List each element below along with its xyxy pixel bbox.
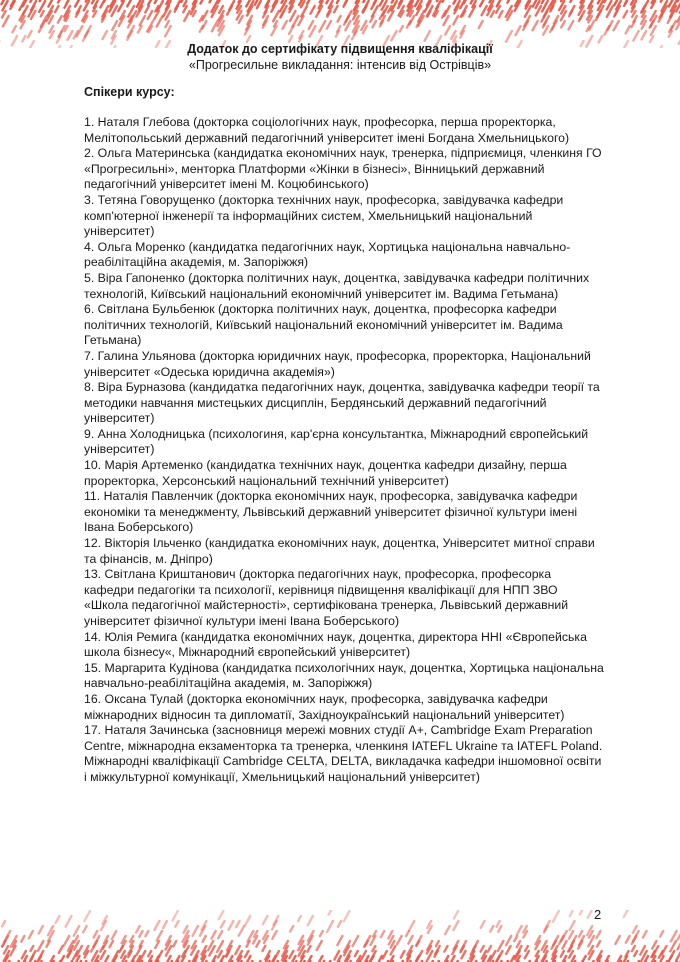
decor-dash xyxy=(445,26,450,35)
decor-dash xyxy=(338,921,341,927)
decor-dash xyxy=(289,951,293,958)
decor-dash xyxy=(83,926,87,932)
decor-dash xyxy=(370,16,373,22)
decor-dash xyxy=(650,21,654,28)
decor-dash xyxy=(579,16,582,21)
decor-dash xyxy=(292,956,295,962)
decor-dash xyxy=(94,931,98,938)
speaker-item: 4. Ольга Моренко (кандидатка педагогічних наук, Хортицька національна навчально-реабілітаційна академія, м. Запоріжжя) xyxy=(84,239,571,270)
decor-dash xyxy=(337,0,341,3)
decor-dash xyxy=(139,931,142,937)
decor-dash xyxy=(633,926,637,933)
decor-dash xyxy=(661,0,664,2)
decor-dash xyxy=(148,0,153,5)
document-title: Додаток до сертифікату підвищення кваліфікації xyxy=(187,42,493,56)
decor-dash xyxy=(91,941,97,952)
decor-dash xyxy=(517,941,520,947)
decor-dash xyxy=(569,21,574,29)
decor-dash xyxy=(445,926,449,934)
decor-dash xyxy=(614,21,619,30)
decor-dash xyxy=(58,0,62,3)
decor-dash xyxy=(30,0,33,2)
decor-dash xyxy=(327,921,333,932)
decor-dash xyxy=(381,931,384,937)
decor-dash xyxy=(64,1,68,8)
decor-dash xyxy=(570,911,573,916)
decor-dash xyxy=(148,11,152,19)
decor-dash xyxy=(327,21,331,29)
speaker-item: 17. Наталя Зачинська (засновниця мережі мовних студії А+, Cambridge Exam Preparation Centre, міжнародна екзаменторка та тренерка, членкиня IATEFL Ukraine та IATEFL Poland. Міжнародні кваліфікації Cambridge CELTA, DELTA, викладачка кафедри іншомовної освіти і міжкультурної комунікації, Хмельницький національний університет) xyxy=(84,723,603,784)
decor-dash xyxy=(561,951,564,957)
decor-dash xyxy=(181,0,184,2)
decor-dash xyxy=(263,21,267,28)
decor-dash xyxy=(175,921,178,927)
decor-dash xyxy=(372,21,376,27)
decor-dash xyxy=(624,1,627,6)
decor-dash xyxy=(453,16,458,24)
decor-dash xyxy=(481,946,484,952)
decor-dash xyxy=(110,941,113,947)
decor-dash xyxy=(145,931,148,936)
decor-dash xyxy=(235,946,239,954)
speaker-item: 16. Оксана Тулай (докторка економічних наук, професорка, завідувачка кафедри міжнародних відносин та дипломатії, Західноукраїнський національний університет) xyxy=(84,691,565,722)
decor-dash xyxy=(435,951,438,957)
decor-dash xyxy=(68,31,73,40)
decor-dash xyxy=(570,921,575,930)
decor-dash xyxy=(553,911,559,922)
decor-dash xyxy=(604,0,607,2)
decor-dash xyxy=(453,921,458,930)
decor-dash xyxy=(632,946,635,951)
decor-dash xyxy=(371,956,374,961)
decor-dash xyxy=(334,6,337,12)
decor-dash xyxy=(391,31,396,40)
decor-dash xyxy=(148,951,151,956)
decor-dash xyxy=(29,931,33,938)
decor-dash xyxy=(140,16,145,25)
decor-dash xyxy=(397,936,402,944)
decor-dash xyxy=(316,11,319,17)
speaker-item: 1. Наталя Глебова (докторка соціологічних наук, професорка, перша проректорка, Мелітопольський державний педагогічний університет імені Богдана Хмельницького) xyxy=(84,115,570,145)
decor-dash xyxy=(40,0,43,1)
decor-dash xyxy=(454,0,458,4)
decor-dash xyxy=(462,951,466,958)
decor-dash xyxy=(317,941,322,950)
decor-dash xyxy=(212,931,216,939)
decor-dash xyxy=(497,921,500,927)
speakers-list xyxy=(84,115,604,786)
decor-dash xyxy=(203,936,206,942)
decor-dash xyxy=(46,941,49,947)
decor-dash xyxy=(516,26,521,35)
decor-dash xyxy=(416,941,419,946)
decor-dash xyxy=(154,921,159,930)
decor-dash xyxy=(56,916,60,923)
decor-dash xyxy=(660,956,663,962)
decor-dash xyxy=(307,0,311,4)
decor-dash xyxy=(273,11,279,21)
decor-dash xyxy=(2,11,6,18)
decor-dash xyxy=(173,941,176,947)
decor-dash xyxy=(561,21,565,27)
decor-dash xyxy=(308,916,313,925)
decor-dash xyxy=(173,911,178,921)
decor-dash xyxy=(218,931,222,938)
decor-dash xyxy=(145,6,149,13)
decor-dash xyxy=(167,956,171,962)
document-header xyxy=(0,41,680,73)
decor-dash xyxy=(219,911,224,919)
decor-dash xyxy=(427,11,430,17)
decor-dash xyxy=(533,21,538,30)
decor-dash xyxy=(245,916,250,925)
decor-dash xyxy=(326,0,330,3)
decor-dash xyxy=(409,921,414,930)
decor-dash xyxy=(165,21,168,27)
decor-dash xyxy=(263,11,267,17)
decor-dash xyxy=(615,936,619,944)
decor-dash xyxy=(112,21,117,30)
decor-dash xyxy=(30,956,34,962)
decor-dash xyxy=(319,956,322,962)
decor-dash xyxy=(175,6,178,12)
decor-dash xyxy=(256,941,259,947)
decor-dash xyxy=(298,916,301,921)
decor-dash xyxy=(651,26,656,35)
decor-dash xyxy=(283,21,287,29)
decor-dash xyxy=(363,6,367,13)
decor-dash xyxy=(499,11,503,18)
decor-dash xyxy=(272,931,276,939)
speakers-heading: Спікери курсу: xyxy=(84,85,175,99)
decor-dash xyxy=(200,0,204,4)
decor-dash xyxy=(633,31,638,41)
decor-dash xyxy=(479,21,483,28)
decor-dash xyxy=(163,921,167,928)
decor-dash xyxy=(597,931,601,938)
decor-dash xyxy=(491,11,494,17)
decor-dash xyxy=(59,946,63,953)
decor-dash xyxy=(482,6,487,15)
decor-dash xyxy=(562,941,566,949)
decor-dash xyxy=(363,0,366,2)
speaker-item: 6. Світлана Бульбенюк (докторка політичних наук, доцентка, професорка кафедри політичних технологій, Київський національний економічний університет ім. Вадима Гетьмана) xyxy=(84,302,563,348)
decor-dash xyxy=(311,6,315,14)
decor-dash xyxy=(442,11,446,18)
decor-dash xyxy=(58,16,62,23)
decor-dash xyxy=(309,21,313,29)
decor-dash xyxy=(338,16,341,22)
decor-dash xyxy=(481,921,485,928)
decorative-pattern-bottom xyxy=(0,910,680,962)
decor-dash xyxy=(138,26,142,33)
decor-dash xyxy=(2,941,5,947)
decor-dash xyxy=(597,941,600,947)
decor-dash xyxy=(337,936,342,945)
decor-dash xyxy=(329,910,334,915)
decor-dash xyxy=(580,910,585,914)
decor-dash xyxy=(461,946,465,952)
decor-dash xyxy=(624,910,630,917)
decor-dash xyxy=(626,26,630,33)
decor-dash xyxy=(506,946,510,954)
decor-dash xyxy=(490,926,493,932)
decor-dash xyxy=(184,11,189,21)
decor-dash xyxy=(643,931,647,938)
decor-dash xyxy=(74,926,79,936)
decor-dash xyxy=(41,11,44,16)
decor-dash xyxy=(379,956,382,961)
decor-dash xyxy=(319,21,325,32)
decor-dash xyxy=(508,956,514,962)
decor-dash xyxy=(301,6,307,17)
decor-dash xyxy=(498,926,501,932)
decor-dash xyxy=(507,0,511,3)
decor-dash xyxy=(361,951,366,959)
decor-dash xyxy=(239,926,244,936)
decor-dash xyxy=(248,931,254,942)
decor-dash xyxy=(84,911,89,921)
decor-dash xyxy=(652,941,656,949)
decor-dash xyxy=(245,951,248,957)
course-name: «Прогресильне викладання: інтенсив від Острівців» xyxy=(188,58,492,72)
decor-dash xyxy=(442,0,445,2)
decor-dash xyxy=(517,926,522,934)
decor-dash xyxy=(246,956,251,962)
decor-dash xyxy=(570,0,573,2)
decor-dash xyxy=(406,931,409,936)
speaker-item: 12. Вікторія Ільченко (кандидатка економічних наук, доцентка, Університет митної справи та фінансів, м. Дніпро) xyxy=(84,536,595,566)
decor-dash xyxy=(579,931,582,937)
decor-dash xyxy=(290,11,295,21)
decor-dash xyxy=(543,21,547,27)
decor-dash xyxy=(444,946,447,952)
speaker-item: 8. Віра Бурназова (кандидатка педагогічних наук, доцентка, завідувачка кафедри теорії та методики навчання мистецьких дисциплін, Бердянський державний педагогічний університет) xyxy=(84,380,600,426)
decor-dash xyxy=(263,916,268,924)
pattern-bottom-svg xyxy=(0,910,680,962)
decor-dash xyxy=(401,951,405,958)
decor-dash xyxy=(624,11,628,18)
decor-dash xyxy=(289,26,293,34)
decor-dash xyxy=(83,31,88,41)
speaker-item: 3. Тетяна Говорущенко (докторка технічних наук, професорка, завідувачка кафедри комп'ютерної інженерії та інформаційних систем, Хмельницький національний університет) xyxy=(84,192,564,239)
decor-dash xyxy=(229,921,234,930)
decor-dash xyxy=(193,926,198,936)
decor-dash xyxy=(112,931,116,939)
decor-dash xyxy=(344,911,350,921)
decor-dash xyxy=(525,946,528,951)
decor-dash xyxy=(221,921,225,928)
decor-dash xyxy=(596,11,601,20)
decor-dash xyxy=(383,951,387,958)
decor-dash xyxy=(12,26,15,32)
decor-dash xyxy=(64,936,69,945)
decor-dash xyxy=(272,956,276,962)
decor-dash xyxy=(28,31,32,37)
decor-dash xyxy=(3,16,9,26)
decor-dash xyxy=(631,21,634,27)
decor-dash xyxy=(544,926,548,932)
speaker-item: 2. Ольга Материнська (кандидатка економічних наук, тренерка, підприємиця, членкиня ГО «Прогресильні», менторка Платформи «Жінки в бізнесі», Вінницький державний педагогічний університет імені М. Коцюбинського) xyxy=(84,146,602,192)
decor-dash xyxy=(488,946,491,952)
decor-dash xyxy=(408,936,412,944)
decor-dash xyxy=(103,31,107,39)
decor-dash xyxy=(100,1,104,7)
decor-dash xyxy=(407,21,411,28)
decor-dash xyxy=(506,936,511,945)
decor-dash xyxy=(236,921,239,927)
decor-dash xyxy=(569,931,573,939)
decor-dash xyxy=(155,0,159,3)
decor-dash xyxy=(119,946,122,952)
decor-dash xyxy=(480,0,486,6)
speaker-item: 15. Маргарита Кудінова (кандидатка психологічних наук, доцентка, Хортицька національна навчально-реабілітаційна академія, м. Запоріжжя) xyxy=(84,660,604,691)
decor-dash xyxy=(400,26,403,32)
decor-dash xyxy=(157,16,163,27)
decor-dash xyxy=(344,1,347,7)
speaker-item: 9. Анна Холодницька (психологиня, кар'єрна консультантка, Міжнародний європейський університет) xyxy=(84,426,589,457)
decor-dash xyxy=(436,941,439,946)
decor-dash xyxy=(262,946,265,951)
decor-dash xyxy=(668,16,672,23)
decor-dash xyxy=(320,931,323,936)
decor-dash xyxy=(38,941,43,951)
decor-dash xyxy=(542,0,546,3)
decor-dash xyxy=(626,936,630,943)
decor-dash xyxy=(425,31,430,41)
decor-dash xyxy=(155,941,159,948)
decor-dash xyxy=(157,931,162,941)
speaker-item: 5. Віра Гапоненко (докторка політичних наук, доцентка, завідувачка кафедри політичних технологій, Київський національний економічний університет ім. Вадима Гетьмана) xyxy=(84,270,590,301)
decor-dash xyxy=(514,936,517,941)
speaker-item: 10. Марія Артеменко (кандидатка технічних наук, доцентка кафедри дизайну, перша проректорка, Херсонський національний технічний університет) xyxy=(84,458,567,488)
decor-dash xyxy=(100,946,103,952)
decor-dash xyxy=(498,941,503,951)
decor-dash xyxy=(290,926,293,932)
decor-dash xyxy=(365,941,368,946)
decor-dash xyxy=(444,16,449,25)
decor-dash xyxy=(66,916,72,927)
decor-dash xyxy=(307,946,310,952)
decor-dash xyxy=(39,926,43,934)
decor-dash xyxy=(454,911,458,919)
decor-dash xyxy=(21,936,24,942)
decor-dash xyxy=(676,951,680,960)
decor-dash xyxy=(550,26,553,32)
decor-dash xyxy=(496,956,499,962)
decor-dash xyxy=(118,1,124,11)
decor-dash xyxy=(634,951,637,956)
decor-dash xyxy=(127,0,133,6)
speaker-item: 14. Юлія Ремига (кандидатка економічних наук, доцентка, директора ННІ «Європейська школа бізнесу«, Міжнародний європейський університет) xyxy=(84,629,587,660)
decor-dash xyxy=(588,911,592,918)
speaker-item: 11. Наталія Павленчик (докторка економічних наук, професорка, завідувачка кафедри економіки та менеджменту, Львівський державний університет фізичної культури імені Івана Боберського) xyxy=(84,489,578,535)
decor-dash xyxy=(569,11,572,16)
decor-dash xyxy=(226,951,229,957)
page-number: 2 xyxy=(594,907,602,922)
decor-dash xyxy=(218,951,222,957)
decor-dash xyxy=(355,951,358,956)
decor-dash xyxy=(103,956,108,962)
decor-dash xyxy=(2,921,5,926)
decor-dash xyxy=(353,936,359,946)
decor-dash xyxy=(451,956,454,962)
decor-dash xyxy=(31,946,34,951)
decor-dash xyxy=(55,6,58,12)
speaker-item: 7. Галина Ульянова (докторка юридичних наук, професорка, проректорка, Національний університет «Одеська юридична академія») xyxy=(84,348,591,379)
decor-dash xyxy=(660,931,663,937)
speaker-item: 13. Світлана Криштанович (докторка педагогічних наук, професорка, професорка кафедри педагогіки та психології, керівниця підвищення кваліфікації для НПП ЗВО «Школа педагогічної майстерності», сертифікована тренерка, Львівський державний університет фізичної культури імені Івана Боберського) xyxy=(84,567,569,628)
decor-dash xyxy=(68,951,72,957)
decor-dash xyxy=(200,26,203,32)
decor-dash xyxy=(136,926,140,933)
decor-dash xyxy=(210,0,213,2)
decor-dash xyxy=(642,31,647,39)
decor-dash xyxy=(614,11,617,17)
